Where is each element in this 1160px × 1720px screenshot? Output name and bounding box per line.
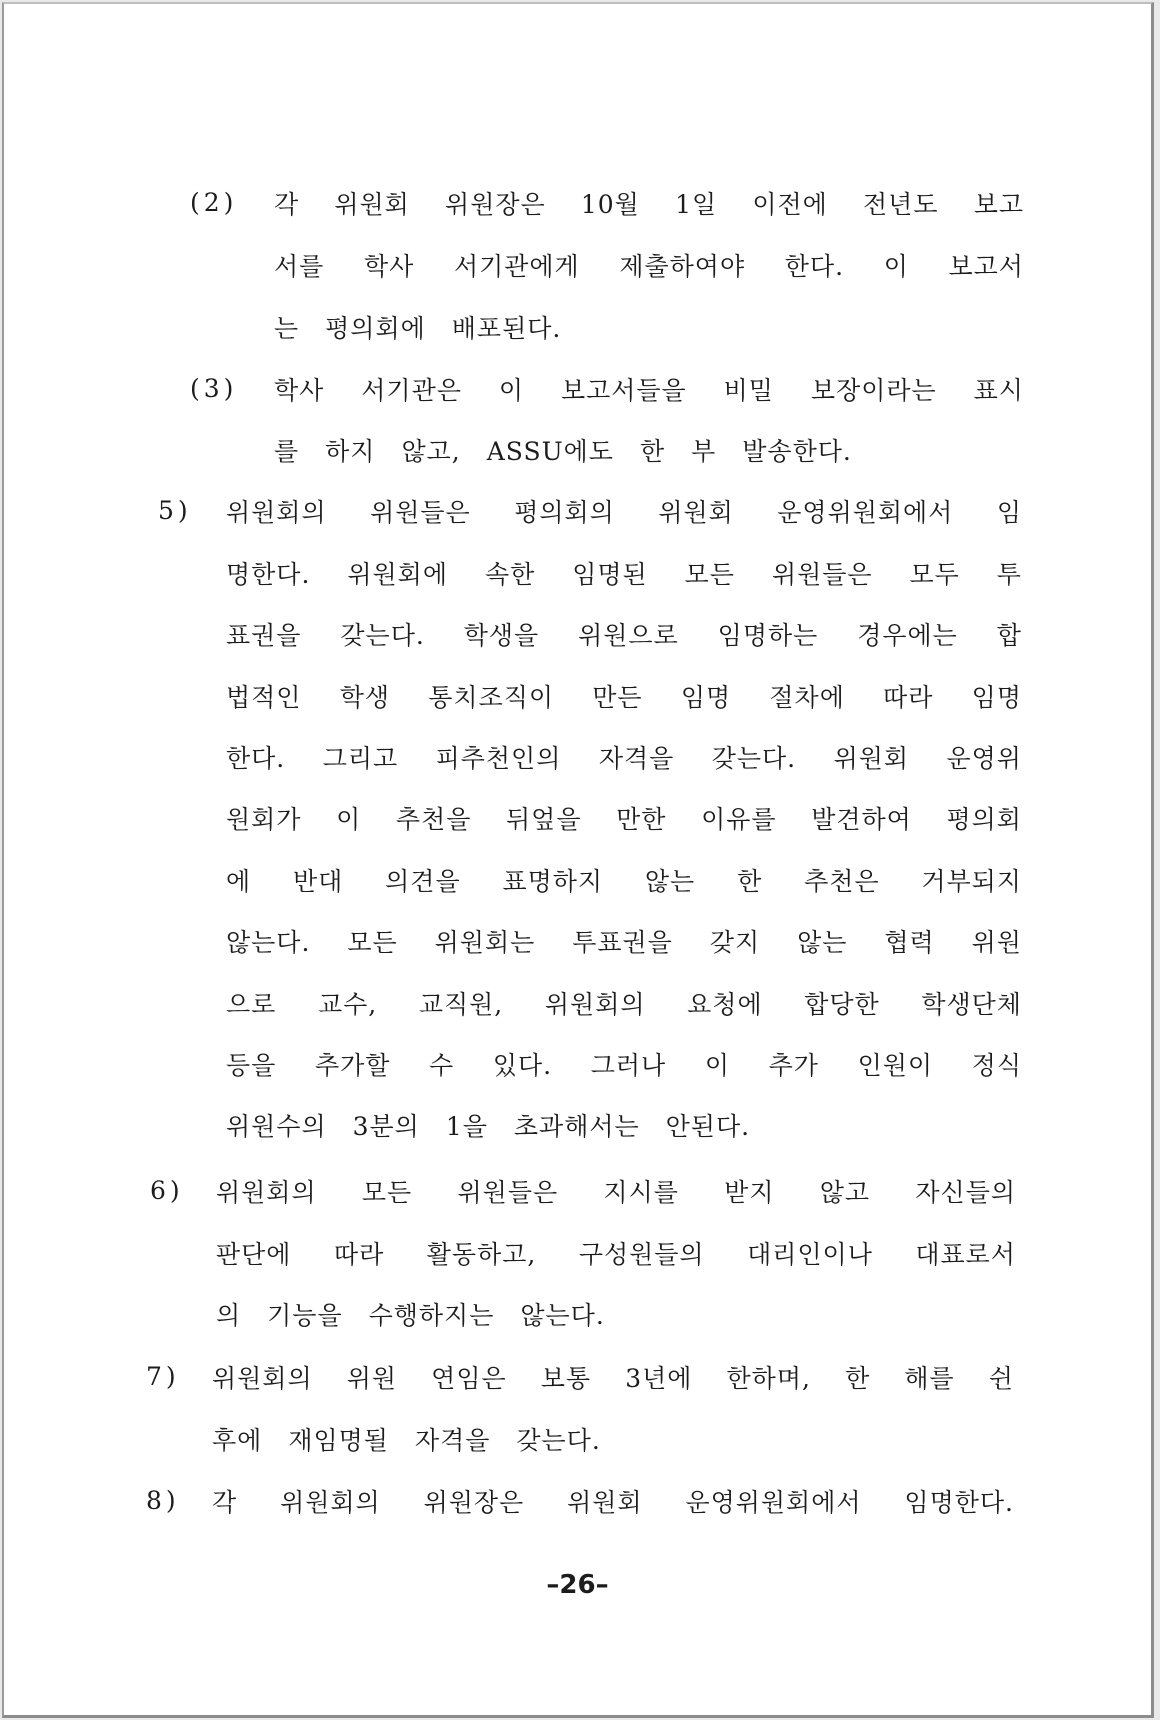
word: 반대: [293, 867, 344, 896]
word: 하지: [325, 437, 376, 466]
word: 이: [498, 376, 524, 405]
word: 초과해서는: [513, 1112, 640, 1141]
word: 임명: [971, 683, 1022, 712]
word: 않는다.: [520, 1301, 605, 1330]
word: 그러나: [590, 1051, 667, 1080]
word: 위원회: [833, 744, 910, 773]
text-line: [226, 992, 1022, 1017]
word: 모두: [909, 560, 960, 589]
word: 자격을: [598, 744, 675, 773]
word: 보고: [973, 190, 1024, 219]
word: 위원수의: [226, 1112, 327, 1141]
word: 있다.: [492, 1051, 553, 1080]
word: 평의회에: [325, 314, 426, 343]
word: 위원회: [658, 498, 734, 527]
word: 갖는다.: [711, 744, 797, 773]
page-number: –26–: [546, 1570, 609, 1600]
text-line: [212, 1490, 1014, 1515]
word: 수행하지는: [368, 1301, 495, 1330]
word: 보통: [540, 1364, 592, 1393]
word: 구성원들의: [578, 1240, 705, 1269]
text-line: [226, 1114, 750, 1139]
word: 않는다.: [226, 928, 311, 957]
word: 위원회의: [544, 990, 646, 1019]
word: 해를: [904, 1364, 955, 1393]
word: 이: [336, 805, 362, 834]
word: 만든: [592, 683, 643, 712]
text-line: [216, 1303, 605, 1328]
word: 표시: [973, 376, 1024, 405]
word: 자격을: [414, 1426, 491, 1455]
word: 전년도: [863, 190, 939, 219]
word: 이전에: [752, 190, 828, 219]
word: 임명: [680, 683, 732, 712]
text-line: [274, 254, 1024, 279]
word: 후에: [212, 1426, 263, 1455]
word: 추천은: [804, 867, 880, 896]
word: 경우에는: [857, 621, 958, 650]
word: 법적인: [226, 683, 302, 712]
word: 보고서들을: [560, 376, 687, 405]
word: 투: [996, 560, 1022, 589]
word: 뒤엎을: [506, 805, 582, 834]
text-line: [274, 378, 1024, 403]
word: 위원장은: [445, 190, 546, 219]
word: 위원들은: [771, 560, 873, 589]
word: 학사: [363, 252, 415, 281]
word: 위원회에: [347, 560, 448, 589]
word: 임명하는: [717, 621, 819, 650]
word: 통치조직이: [428, 683, 555, 712]
word: 지시를: [603, 1178, 679, 1207]
word: 갖는다.: [516, 1426, 601, 1455]
word: 협력: [884, 928, 935, 957]
word: 위원: [971, 928, 1022, 957]
word: 한하며,: [726, 1364, 811, 1393]
text-line: [212, 1366, 1014, 1391]
word: 연임은: [431, 1364, 507, 1393]
item-marker: 5): [158, 496, 192, 525]
text-line: [226, 1053, 1022, 1078]
word: 위원으로: [578, 621, 679, 650]
word: 표권을: [226, 621, 302, 650]
word: 부: [691, 437, 717, 466]
word: 위원: [346, 1364, 398, 1393]
word: 학사: [274, 376, 325, 405]
word: 투표권을: [572, 928, 673, 957]
word: 합: [996, 621, 1022, 650]
word: 따라: [333, 1240, 385, 1269]
text-line: [226, 746, 1022, 771]
text-line: [274, 192, 1024, 217]
word: 위원장은: [423, 1488, 525, 1517]
word: 갖지: [709, 928, 761, 957]
word: 의: [216, 1301, 242, 1330]
word: 평의회의: [514, 498, 615, 527]
word: 표명하지: [502, 867, 604, 896]
word: 각: [274, 190, 300, 219]
word: 3년에: [625, 1364, 693, 1393]
word: 갖는다.: [340, 621, 425, 650]
word: 한: [639, 437, 666, 466]
word: 에: [226, 867, 252, 896]
text-line: [212, 1428, 601, 1453]
word: 등을: [226, 1051, 277, 1080]
word: 판단에: [216, 1240, 292, 1269]
word: 학생단체: [921, 990, 1022, 1019]
word: 추천을: [395, 805, 472, 834]
text-line: [274, 316, 561, 341]
word: 각: [212, 1488, 238, 1517]
word: 제출하여야: [619, 252, 746, 281]
word: 추가: [768, 1051, 819, 1080]
word: 평의회: [946, 805, 1022, 834]
item-marker: 6): [150, 1176, 184, 1205]
word: 1일: [675, 190, 718, 219]
text-line: [226, 807, 1022, 832]
word: 의견을: [385, 867, 461, 896]
word: 교직원,: [418, 990, 504, 1019]
word: 발송한다.: [742, 437, 852, 466]
word: 위원회의: [280, 1488, 381, 1517]
word: 이: [704, 1051, 730, 1080]
word: 위원회: [334, 190, 410, 219]
word: 만한: [616, 805, 667, 834]
word: 받지: [724, 1178, 775, 1207]
word: 활동하고,: [426, 1240, 537, 1269]
word: 거부되지: [921, 867, 1022, 896]
word: 서기관은: [361, 376, 462, 405]
word: 위원회의: [226, 498, 327, 527]
word: 위원들은: [370, 498, 471, 527]
word: 모든: [361, 1178, 413, 1207]
word: 10월: [580, 190, 640, 219]
word: 운영위원회에서: [685, 1488, 862, 1517]
text-line: [226, 562, 1022, 587]
word: 위원회의: [212, 1364, 313, 1393]
word: 위원들은: [457, 1178, 559, 1207]
word: 대표로서: [915, 1240, 1016, 1269]
word: 않는: [644, 867, 696, 896]
text-line: [216, 1242, 1016, 1267]
word: 이: [883, 252, 909, 281]
text-line: [226, 685, 1022, 710]
word: 속한: [484, 560, 536, 589]
word: 임명된: [572, 560, 648, 589]
word: 한다.: [784, 252, 845, 281]
word: 모든: [684, 560, 735, 589]
word: 발견하여: [811, 805, 912, 834]
text-line: [226, 623, 1022, 648]
word: 안된다.: [665, 1112, 751, 1141]
word: 임: [996, 498, 1022, 527]
word: 3분의: [352, 1112, 420, 1141]
word: 기능을: [267, 1301, 343, 1330]
word: 서를: [274, 252, 325, 281]
word: 재임명될: [288, 1426, 389, 1455]
word: 학생: [339, 683, 391, 712]
word: 않고,: [401, 437, 461, 466]
word: 학생을: [463, 621, 540, 650]
word: 인원이: [857, 1051, 934, 1080]
word: 는: [274, 314, 300, 343]
word: 피추천인의: [435, 744, 562, 773]
word: 위원회: [567, 1488, 643, 1517]
word: 교수,: [317, 990, 378, 1019]
word: 한: [845, 1364, 871, 1393]
word: 합당한: [804, 990, 880, 1019]
item-marker: (2): [190, 188, 238, 217]
word: 1을: [445, 1112, 488, 1141]
word: 정식: [971, 1051, 1022, 1080]
item-marker: 7): [146, 1362, 180, 1391]
word: 자신들의: [915, 1178, 1016, 1207]
word: 보장이라는: [810, 376, 937, 405]
word: 비밀: [723, 376, 774, 405]
word: 절차에: [769, 683, 845, 712]
word: 모든: [347, 928, 398, 957]
word: 임명한다.: [904, 1488, 1014, 1517]
document-page: [2, 2, 1154, 1718]
word: 운영위원회에서: [777, 498, 954, 527]
word: 않는: [797, 928, 848, 957]
word: 추가할: [314, 1051, 391, 1080]
word: 요청에: [687, 990, 763, 1019]
word: 보고서: [948, 252, 1024, 281]
word: 위원회는: [434, 928, 536, 957]
word: 를: [274, 437, 300, 466]
word: 쉰: [988, 1364, 1014, 1393]
word: 위원회의: [216, 1178, 317, 1207]
word: 따라: [883, 683, 934, 712]
word: 대리인이나: [747, 1240, 873, 1269]
word: 배포된다.: [451, 314, 562, 343]
word: 한다.: [226, 744, 286, 773]
word: 수: [429, 1051, 455, 1080]
item-marker: (3): [190, 374, 238, 403]
item-marker: 8): [146, 1486, 180, 1515]
word: 으로: [226, 990, 277, 1019]
word: ASSU에도: [486, 437, 614, 466]
text-line: [274, 439, 852, 464]
word: 명한다.: [226, 560, 311, 589]
word: 운영위: [946, 744, 1022, 773]
text-line: [216, 1180, 1016, 1205]
text-line: [226, 930, 1022, 955]
word: 그리고: [322, 744, 399, 773]
text-line: [226, 869, 1022, 894]
word: 이유를: [701, 805, 777, 834]
word: 않고: [819, 1178, 871, 1207]
word: 원회가: [226, 805, 302, 834]
word: 서기관에게: [453, 252, 580, 281]
word: 한: [737, 867, 763, 896]
text-line: [226, 500, 1022, 525]
